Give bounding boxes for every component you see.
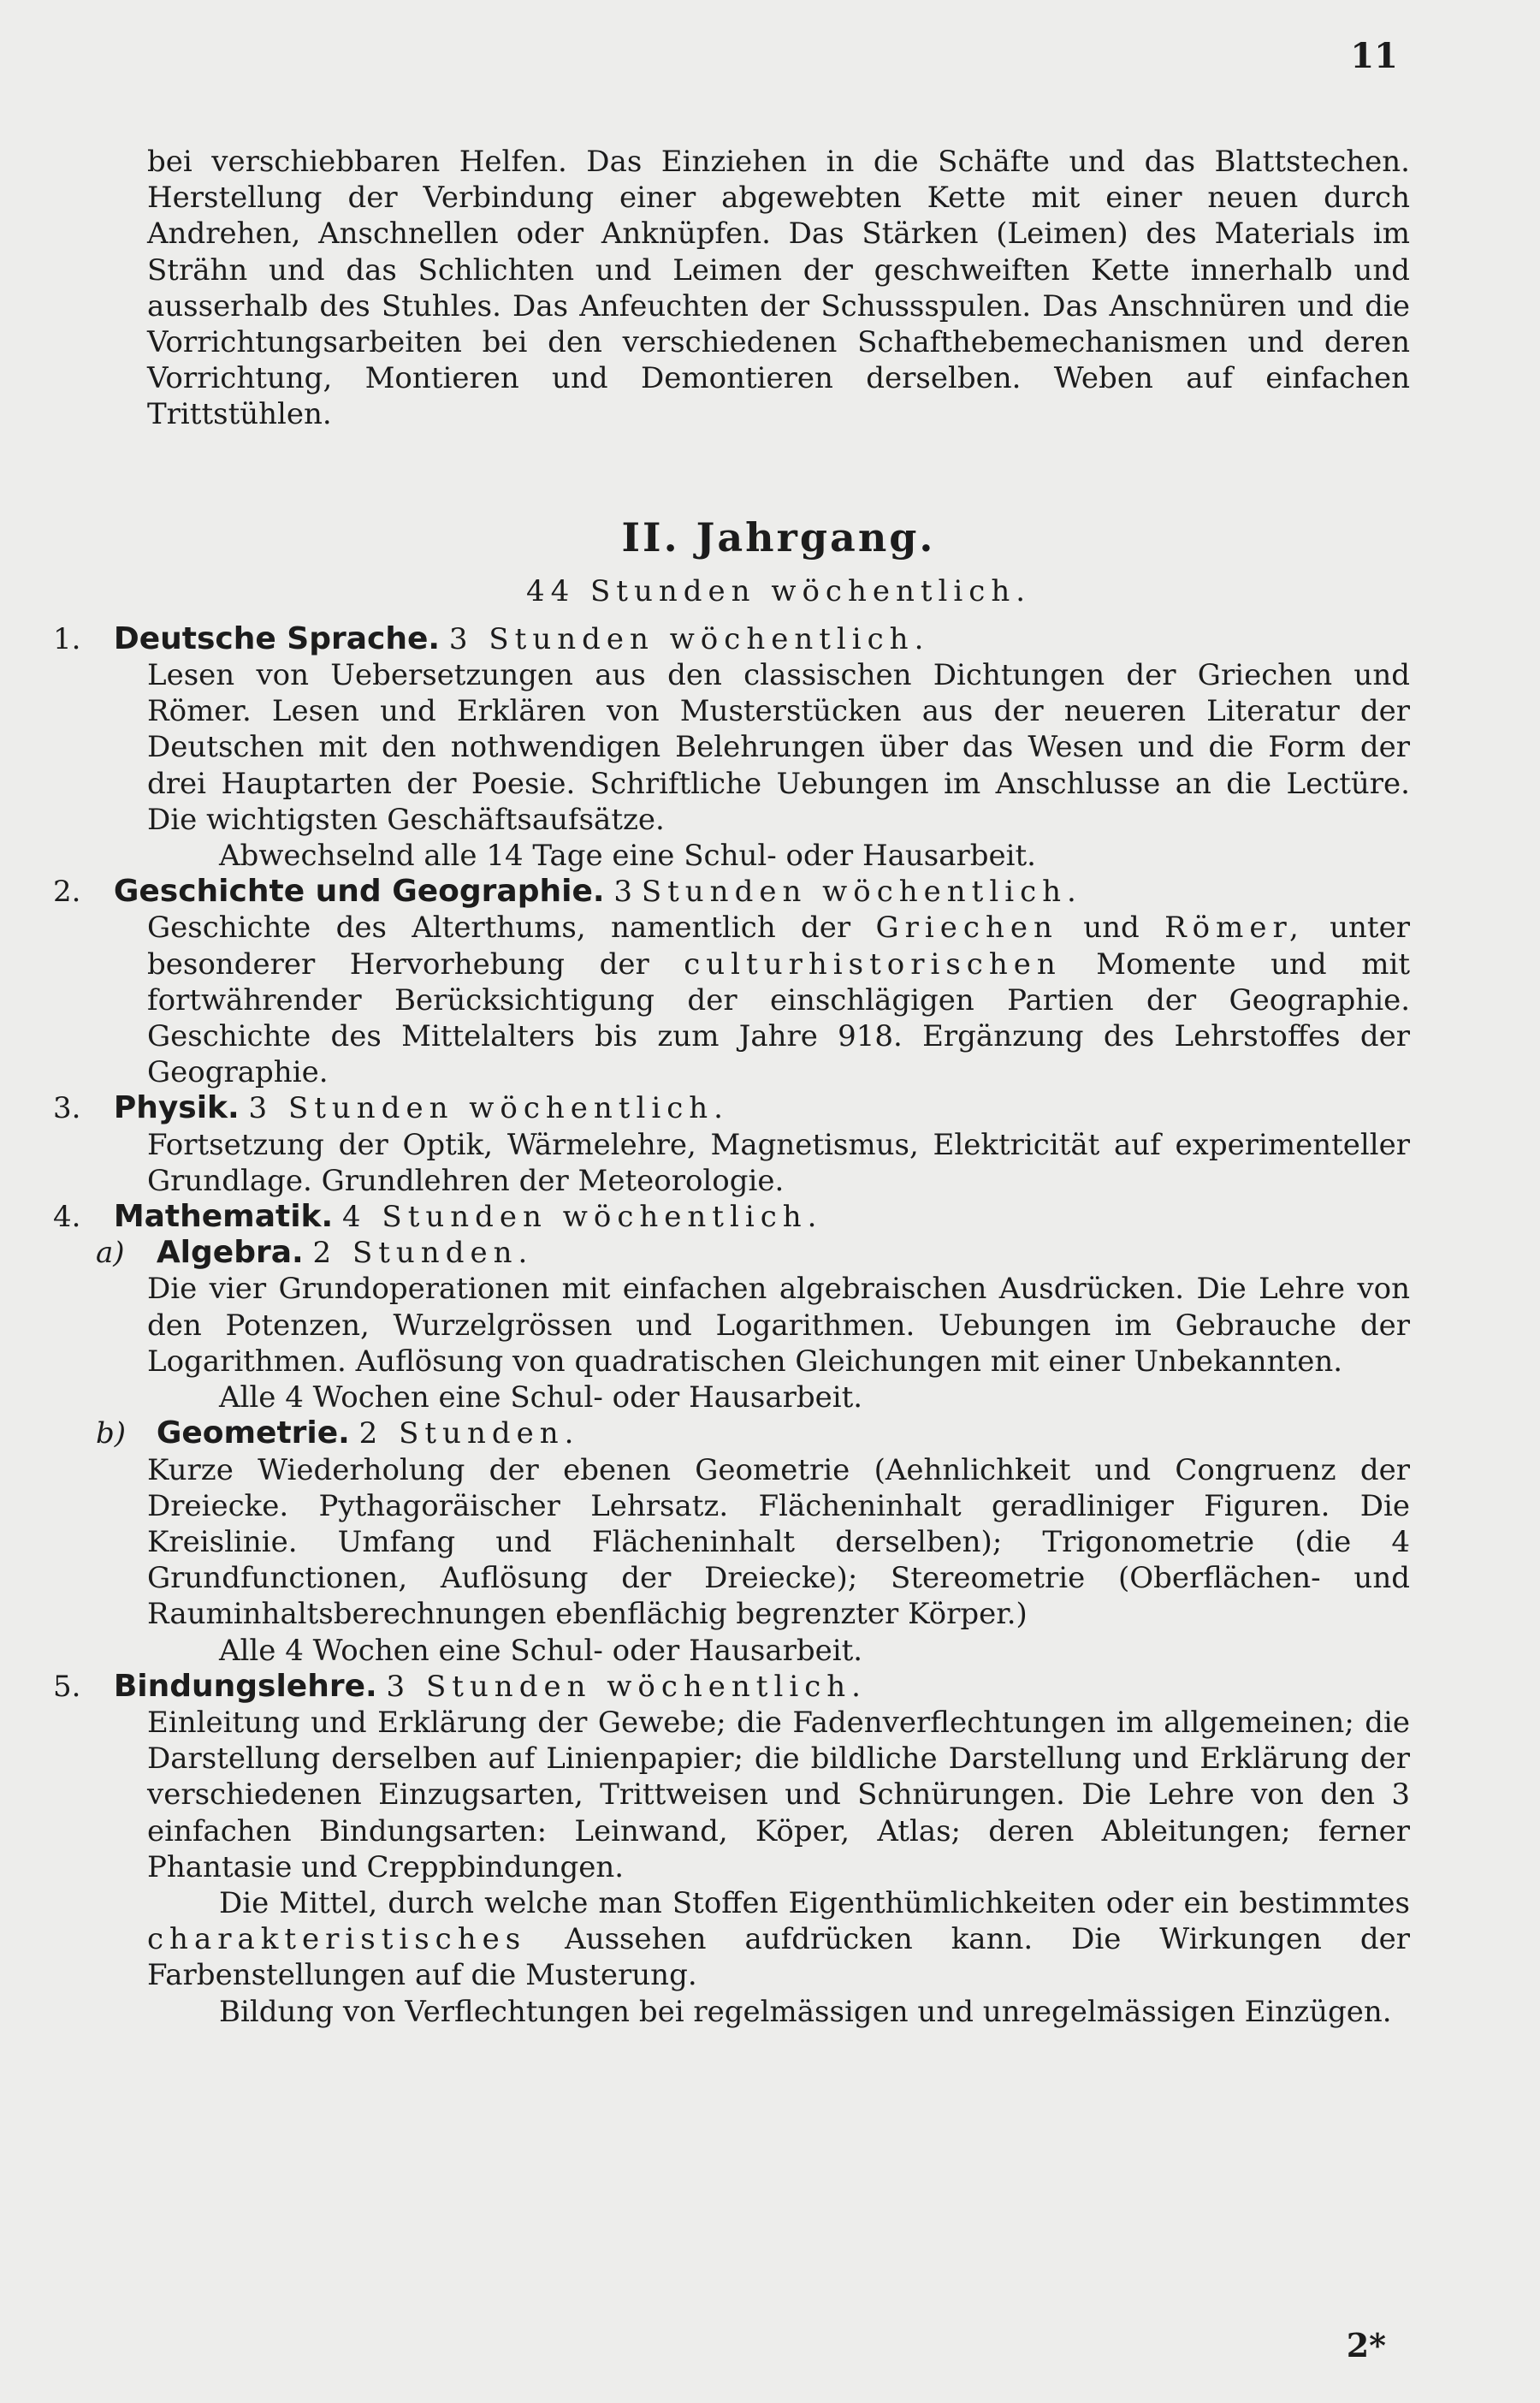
course-heading — [53, 874, 1410, 910]
subcourse-note: Alle 4 Wochen eine Schul- oder Hausarbeit. — [219, 1633, 863, 1668]
course-item-deutsche-sprache — [53, 620, 1410, 874]
course-item-physik — [53, 1090, 1410, 1199]
subcourse-title: Algebra. — [156, 1235, 304, 1271]
subcourse-title: Geometrie. — [156, 1415, 350, 1451]
course-text: Einleitung und Erklärung der Gewebe; die Fadenverflechtungen im allgemeinen; die Darstellung derselben auf Linienpapier; die bildliche Darstellung und Erklärung der verschiedenen Einzugsarten, Trittweisen und Schnürungen. Die Lehre von den 3 einfachen Bindungsarten: Leinwand, Köper, Atlas; deren Ableitungen; ferner Phantasie und Creppbindungen. — [147, 1705, 1410, 1884]
course-note: Abwechselnd alle 14 Tage eine Schul- oder Hausarbeit. — [219, 839, 1036, 874]
course-hours: 3 Stunden wöchentlich. — [448, 621, 930, 656]
body-text — [53, 144, 1411, 2030]
section-heading: II. Jahrgang. — [621, 513, 936, 561]
subcourse-text: Kurze Wiederholung der ebenen Geometrie (Aehnlichkeit und Congruenz der Dreiecke. Pythagoräischer Lehrsatz. Flächeninhalt geradliniger Figuren. Die Kreislinie. Umfang und Flächeninhalt derselben); Trigonometrie (die 4 Grundfunctionen, Auflösung der Dreiecke); Stereometrie (Oberflächen- und Rauminhaltsberechnungen ebenflächig begrenzter Körper.) — [147, 1452, 1410, 1632]
course-number: 5. — [53, 1669, 81, 1704]
course-number: 4. — [53, 1200, 81, 1235]
course-text-3: Bildung von Verflechtungen bei regelmässigen und unregelmässigen Einzügen. — [219, 1994, 1392, 2029]
subcourse-note: Alle 4 Wochen eine Schul- oder Hausarbeit. — [219, 1380, 863, 1415]
emphasis-charakteristisches: charakteristisches — [147, 1922, 527, 1957]
course-heading — [53, 1199, 1410, 1235]
subcourse-hours: 2 Stunden. — [358, 1416, 580, 1451]
text-part: und — [1083, 911, 1140, 946]
course-number: 2. — [53, 875, 81, 910]
subcourse-text: Die vier Grundoperationen mit einfachen algebraischen Ausdrücken. Die Lehre von den Potenzen, Wurzelgrössen und Logarithmen. Uebungen im Gebrauche der Logarithmen. Auflösung von quadratischen Gleichungen mit einer Unbekannten. — [147, 1272, 1410, 1379]
subcourse-heading-geometrie — [96, 1415, 1410, 1451]
course-heading — [53, 621, 1410, 657]
course-hours: 3 Stunden wöchentlich. — [248, 1091, 729, 1126]
course-text-2 — [147, 1885, 1410, 1994]
signature-mark: 2* — [1346, 2326, 1386, 2364]
intro-paragraph: bei verschiebbaren Helfen. Das Einziehen in die Schäfte und das Blattstechen. Herstellung der Verbindung einer abgewebten Kette mit einer neuen durch Andrehen, Anschnellen oder Anknüpfen. Das Stärken (Leimen) des Materials im Strähn und das Schlichten und Leimen der geschweiften Kette innerhalb und ausserhalb des Stuhles. Das Anfeuchten der Schussspulen. Das Anschnüren und die Vorrichtungsarbeiten bei den verschiedenen Schafthebemechanismen und deren Vorrichtung, Montieren und Demontieren derselben. Weben auf einfachen Trittstühlen. — [147, 145, 1410, 432]
course-title: Mathematik. — [113, 1199, 334, 1235]
course-number: 1. — [53, 621, 81, 656]
subcourse-heading-algebra — [96, 1235, 1410, 1271]
course-hours-number: 3 — [613, 875, 632, 910]
emphasis-roemer: Römer, — [1164, 911, 1305, 946]
course-item-geschichte — [53, 874, 1410, 1090]
subcourse-letter: a) — [96, 1236, 125, 1271]
subcourse-hours: 2 Stunden. — [312, 1236, 534, 1271]
course-heading — [53, 1090, 1410, 1126]
course-title: Physik. — [113, 1090, 240, 1126]
text-part: Momente und mit fortwährender Berücksichtigung der einschlägigen Partien der Geographie. Geschichte des Mittelalters bis zum Jahre 918. Ergänzung des Lehrstoffes der Geographie. — [147, 946, 1410, 1090]
course-heading — [53, 1669, 1410, 1705]
course-hours: 3 Stunden wöchentlich. — [386, 1669, 867, 1704]
emphasis-griechen: Griechen — [875, 911, 1058, 946]
text-part: unter besonderer Hervorhebung der — [147, 911, 1410, 982]
course-title: Geschichte und Geographie. — [113, 874, 605, 910]
text-part: Die Mittel, durch welche man Stoffen Eigenthümlichkeiten oder ein bestimmtes — [219, 1885, 1410, 1920]
course-text: Fortsetzung der Optik, Wärmelehre, Magnetismus, Elektricität auf experimenteller Grundlage. Grundlehren der Meteorologie. — [147, 1127, 1410, 1198]
course-number: 3. — [53, 1091, 81, 1126]
course-text: Lesen von Uebersetzungen aus den classischen Dichtungen der Griechen und Römer. Lesen und Erklären von Musterstücken aus der neueren Literatur der Deutschen mit den nothwendigen Belehrungen über das Wesen und die Form der drei Hauptarten der Poesie. Schriftliche Uebungen im Anschlusse an die Lectüre. Die wichtigsten Geschäftsaufsätze. — [147, 658, 1410, 837]
course-hours: 4 Stunden wöchentlich. — [341, 1200, 823, 1235]
course-title: Bindungslehre. — [113, 1668, 377, 1704]
course-item-bindungslehre — [53, 1668, 1411, 2030]
section-subheading: 44 Stunden wöchentlich. — [525, 573, 1032, 608]
page-number: 11 — [1350, 36, 1398, 76]
subcourse-letter: b) — [96, 1416, 127, 1451]
course-item-mathematik — [53, 1199, 1410, 1669]
emphasis-culturhistorischen: culturhistorischen — [684, 946, 1062, 982]
course-text — [147, 910, 1410, 1090]
text-part: Geschichte des Alterthums, namentlich der — [147, 911, 851, 946]
course-title: Deutsche Sprache. — [113, 620, 441, 656]
course-hours: Stunden wöchentlich. — [641, 875, 1082, 910]
text-part: Aussehen aufdrücken kann. Die Wirkungen der Farbenstellungen auf die Musterung. — [147, 1922, 1411, 1993]
